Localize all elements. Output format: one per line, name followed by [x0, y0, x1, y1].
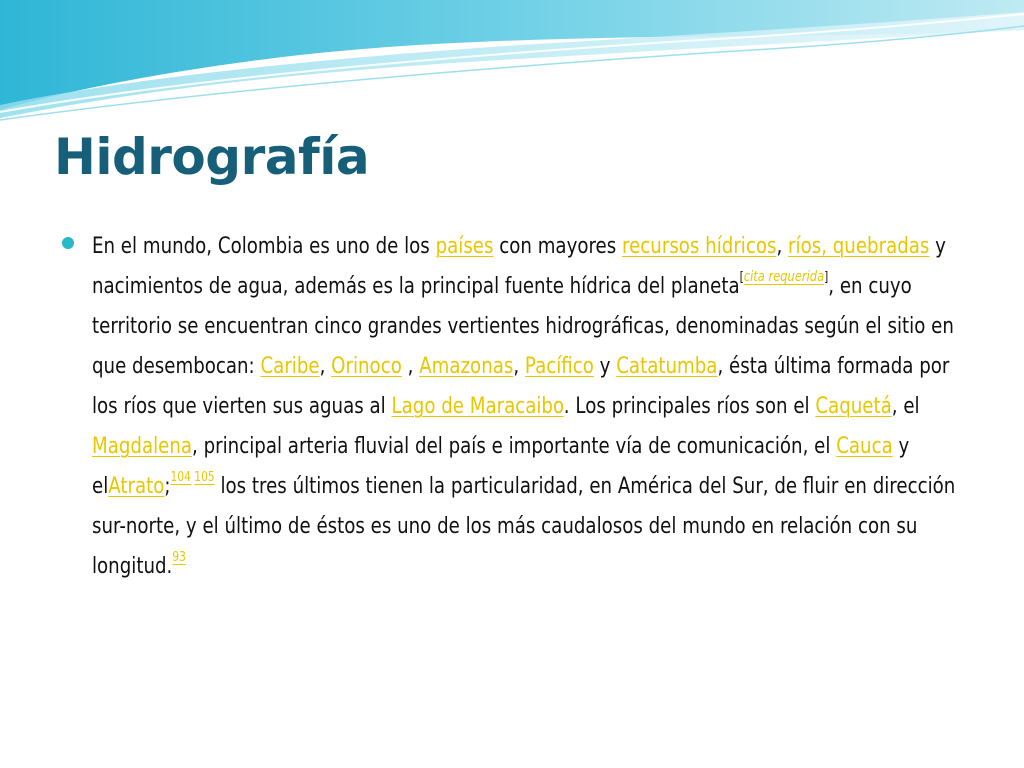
link-pacifico[interactable]: Pacífico: [524, 353, 594, 379]
text-segment: ;: [164, 473, 171, 499]
link-recursos-hidricos[interactable]: recursos hídricos: [622, 233, 777, 259]
text-segment: , el: [891, 393, 920, 419]
link-catatumba[interactable]: Catatumba: [616, 353, 718, 379]
text-segment: , principal arteria fluvial del país e importante vía de comunicación, el: [192, 433, 837, 459]
text-segment: ,: [513, 353, 525, 379]
text-segment: los tres últimos tienen la particularidad, en América del Sur, de fluir en dirección sur-norte, y el último de éstos es uno de los más caudalosos del mundo en relación con su longitud.: [92, 473, 956, 579]
text-segment: y el: [92, 433, 910, 499]
text-segment: ,: [319, 353, 332, 379]
text-segment: ,: [401, 353, 420, 379]
link-atrato[interactable]: Atrato: [108, 473, 165, 499]
slide-title: Hidrografía: [54, 128, 370, 186]
text-segment: y nacimientos de agua, además es la principal fuente hídrica del planeta: [92, 233, 946, 299]
link-cauca[interactable]: Cauca: [836, 433, 893, 459]
bullet-paragraph: [92, 226, 961, 586]
link-caribe[interactable]: Caribe: [260, 353, 320, 379]
cite-bracket: [: [739, 270, 744, 285]
text-segment: . Los principales ríos son el: [563, 393, 816, 419]
cite-bracket: ]: [824, 270, 829, 285]
link-orinoco[interactable]: Orinoco: [331, 353, 402, 379]
link-caqueta[interactable]: Caquetá: [815, 393, 892, 419]
text-segment: En el mundo, Colombia es uno de los: [92, 233, 436, 259]
link-lago-de-maracaibo[interactable]: Lago de Maracaibo: [391, 393, 564, 419]
text-segment: ,: [776, 233, 789, 259]
ref-link-93[interactable]: 93: [172, 550, 186, 565]
link-amazonas[interactable]: Amazonas: [419, 353, 514, 379]
header-wave-decoration: [0, 0, 1024, 130]
text-segment: , ésta última formada por los ríos que vierten sus aguas al: [92, 353, 950, 419]
text-segment: y: [593, 353, 617, 379]
text-segment: , en cuyo territorio se encuentran cinco grandes vertientes hidrográficas, denominadas según el sitio en que desembocan:: [92, 273, 954, 379]
ref-link-104[interactable]: 104: [170, 470, 191, 485]
link-rios-quebradas[interactable]: ríos, quebradas: [788, 233, 930, 259]
ref-link-105[interactable]: 105: [194, 470, 215, 485]
link-cita-requerida[interactable]: cita requerida: [743, 269, 825, 285]
link-paises[interactable]: países: [435, 233, 494, 259]
bullet-list: [62, 226, 962, 586]
text-segment: con mayores: [493, 233, 623, 259]
link-magdalena[interactable]: Magdalena: [92, 433, 193, 459]
bullet-dot-icon: [62, 237, 74, 249]
